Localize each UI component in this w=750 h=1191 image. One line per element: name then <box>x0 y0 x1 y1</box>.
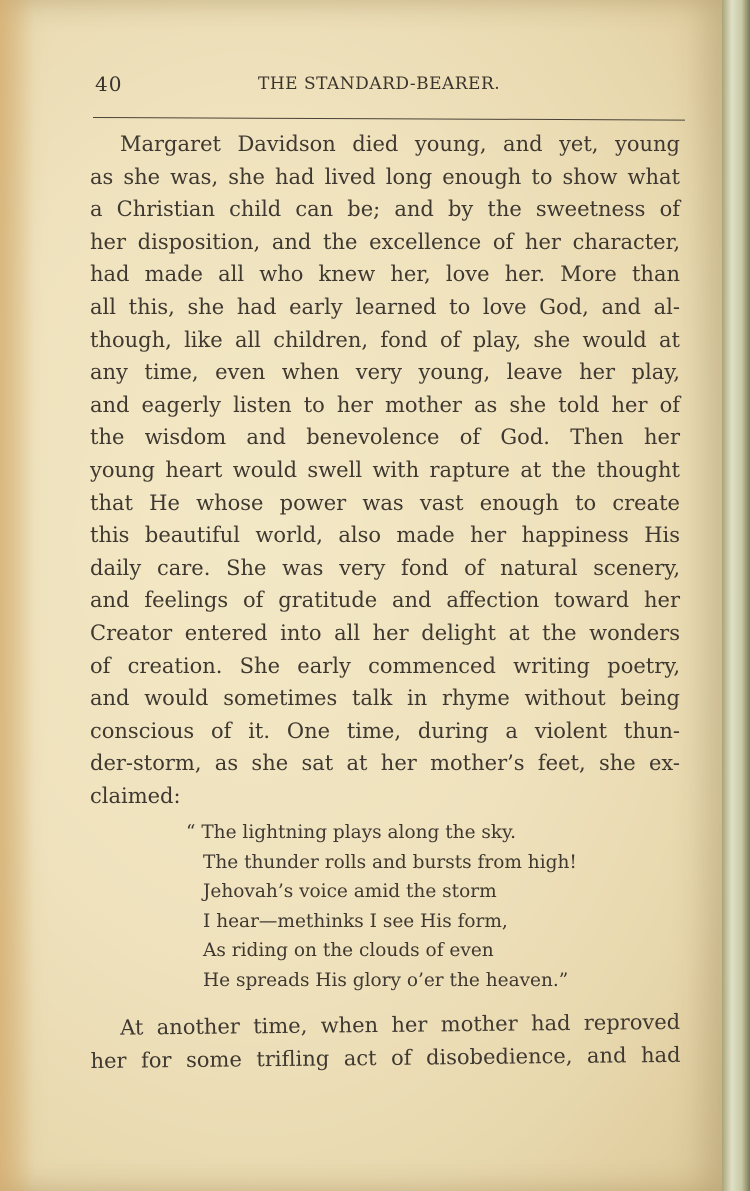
text-line: as she was, she had lived long enough to show what <box>90 164 680 189</box>
text-line: der-storm, as she sat at her mother’s feet, she ex- <box>90 751 680 776</box>
paragraph-2 <box>90 1006 681 1077</box>
poem-line: “ The lightning plays along the sky. <box>186 822 517 843</box>
poem-line: As riding on the clouds of even <box>203 940 494 961</box>
text-line: all this, she had early learned to love God, and al- <box>90 294 680 319</box>
text-line: of creation. She early commenced writing poetry, <box>90 653 680 678</box>
text-line: At another time, when her mother had reproved <box>120 1009 681 1040</box>
running-head: THE STANDARD-BEARER. <box>258 74 501 94</box>
text-line: and would sometimes talk in rhyme without being <box>90 686 680 711</box>
paragraph-1 <box>90 128 680 812</box>
page-edge-stain <box>0 0 34 1191</box>
text-line: though, like all children, fond of play, she would at <box>90 327 680 352</box>
book-binding-edge <box>722 0 750 1191</box>
text-line: this beautiful world, also made her happiness His <box>90 523 680 548</box>
text-line: the wisdom and benevolence of God. Then her <box>90 425 680 450</box>
text-line: young heart would swell with rapture at the thought <box>90 457 680 482</box>
poem-line: Jehovah’s voice amid the storm <box>203 881 497 902</box>
text-line: that He whose power was vast enough to create <box>90 490 680 515</box>
text-line: Creator entered into all her delight at the wonders <box>90 620 680 645</box>
page-number: 40 <box>95 72 123 96</box>
text-line: had made all who knew her, love her. More than <box>90 262 680 287</box>
poem-line: I hear—methinks I see His form, <box>203 910 508 932</box>
text-line: Margaret Davidson died young, and yet, young <box>120 132 680 156</box>
text-line: claimed: <box>90 783 181 808</box>
text-line: any time, even when very young, leave her play, <box>90 360 680 385</box>
text-line: and feelings of gratitude and affection toward her <box>90 588 680 613</box>
text-line: and eagerly listen to her mother as she told her of <box>90 392 680 417</box>
header-rule <box>93 117 685 121</box>
text-line: conscious of it. One time, during a violent thun- <box>90 718 680 743</box>
text-line: her disposition, and the excellence of her character, <box>90 229 680 254</box>
poem-quote <box>186 818 636 995</box>
page-header <box>95 72 685 104</box>
poem-line: The thunder rolls and bursts from high! <box>203 851 577 873</box>
text-line: her for some trifling act of disobedience, and had <box>90 1042 681 1073</box>
text-line: daily care. She was very fond of natural scenery, <box>90 555 680 580</box>
text-line: a Christian child can be; and by the sweetness of <box>90 197 680 222</box>
poem-line: He spreads His glory o’er the heaven.” <box>203 969 569 991</box>
